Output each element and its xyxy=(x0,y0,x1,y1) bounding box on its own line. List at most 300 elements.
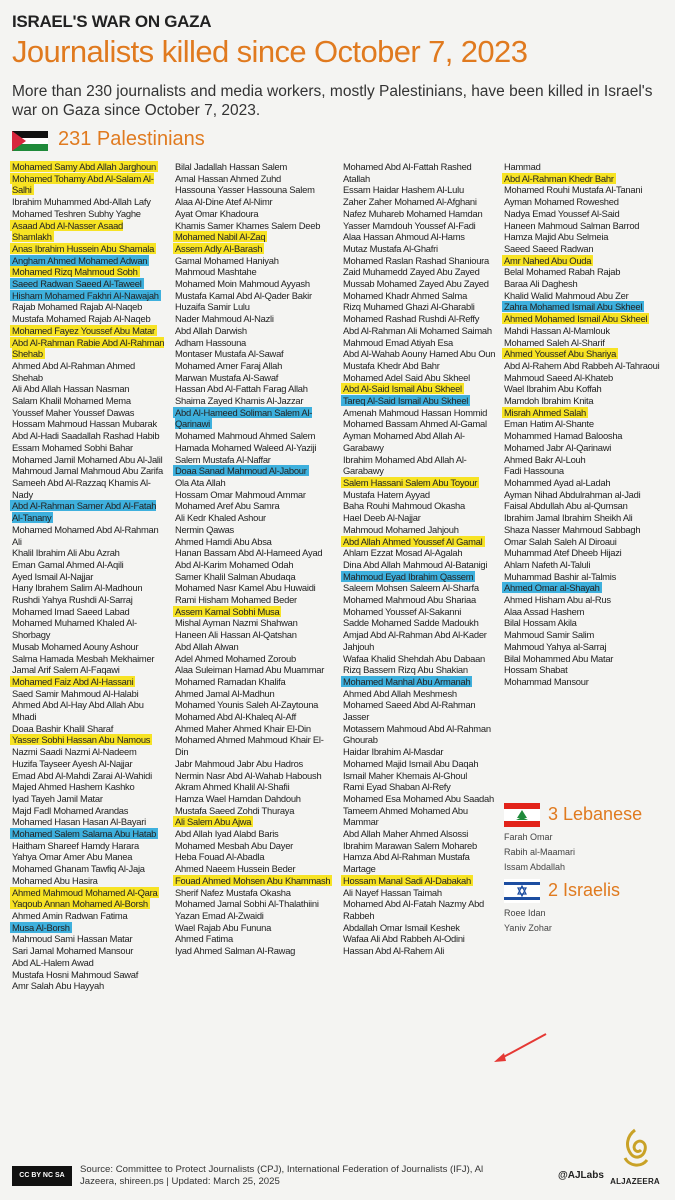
journalist-name-text: Abd AL-Halem Awad xyxy=(12,956,94,968)
journalist-name-text: Bilal Hossam Akila xyxy=(504,617,577,629)
journalist-name xyxy=(175,360,333,372)
journalist-name xyxy=(504,571,664,583)
journalist-name-text: Sari Jamal Mohamed Mansour xyxy=(12,945,134,957)
journalist-name xyxy=(343,512,498,524)
journalist-name xyxy=(504,196,664,208)
journalist-name xyxy=(12,781,167,793)
journalist-name-text: Sherif Nafez Mustafa Okasha xyxy=(175,886,291,898)
journalist-name xyxy=(12,805,167,817)
journalist-name-text: Mahmoud Eyad Ibrahim Qassem xyxy=(343,570,474,582)
journalist-name-text: Ahlam Nafeth Al-Taluli xyxy=(504,558,591,570)
journalist-name xyxy=(12,699,167,722)
journalist-name-text: Mohamed Jamal Sobhi Al-Thalathiini xyxy=(175,898,319,910)
journalist-name xyxy=(175,653,333,665)
journalist-name-text: Emad Abd Al-Mahdi Zarai Al-Wahidi xyxy=(12,769,152,781)
journalist-name-text: Eman Hatim Al-Shante xyxy=(504,418,594,430)
journalist-name xyxy=(175,547,333,559)
journalist-name-text: Mohamed Mesbah Abu Dayer xyxy=(175,839,294,851)
journalist-name-text: Mohamed Aref Abu Samra xyxy=(175,500,280,512)
journalist-name xyxy=(343,360,498,372)
journalist-name-text: Ismail Maher Khemais Al-Ghoul xyxy=(343,769,468,781)
journalist-name-text: Haneen Mahmoud Salman Barrod xyxy=(504,219,640,231)
journalist-name-text: Mahmoud Sami Hassan Matar xyxy=(12,933,133,945)
journalist-name xyxy=(12,243,167,255)
journalist-name xyxy=(343,255,498,267)
journalist-name xyxy=(343,348,498,360)
journalist-name-text: Alaa Suleiman Hamad Abu Muammar xyxy=(175,664,325,676)
journalist-name-text: Wael Ibrahim Abu Koffah xyxy=(504,383,602,395)
journalist-name-text: Salem Hassani Salem Abu Toyour xyxy=(343,476,478,488)
journalist-name xyxy=(504,407,664,419)
journalist-name xyxy=(343,278,498,290)
journalist-name-text: Hamza Majid Abu Selmeia xyxy=(504,231,609,243)
journalist-name-text: Ahmed Amin Radwan Fatima xyxy=(12,910,128,921)
journalist-name xyxy=(343,395,498,407)
journalist-name: Farah Omar xyxy=(504,832,553,842)
journalist-name-text: Baraa Ali Daghesh xyxy=(504,278,578,290)
journalist-name xyxy=(12,758,167,770)
journalist-name xyxy=(175,851,333,863)
journalist-name xyxy=(175,898,333,910)
journalist-name-text: Doaa Sanad Mahmoud Al-Jabour xyxy=(175,465,307,477)
journalist-name xyxy=(175,594,333,606)
journalist-name-text: Mohamed Jamil Mohamed Abu Al-Jalil xyxy=(12,453,163,465)
journalist-name-text: Belal Mohamed Rabah Rajab xyxy=(504,266,621,278)
journalist-name-text: Rizq Muhamed Ghazi Al-Gharabli xyxy=(343,301,475,313)
journalist-name-text: Mohamed Rizq Mahmoud Sobh xyxy=(12,266,138,278)
journalist-name-text: Essam Haidar Hashem Al-Lulu xyxy=(343,184,464,196)
journalist-name xyxy=(504,266,664,278)
journalist-name xyxy=(12,898,167,910)
journalist-name xyxy=(12,465,167,477)
journalist-name-text: Mustafa Khedr Abd Bahr xyxy=(343,359,440,371)
journalist-name-text: Doaa Bashir Khalil Sharaf xyxy=(12,722,114,734)
journalist-name-text: Ayman Nihad Abdulrahman al-Jadi xyxy=(504,488,641,500)
journalist-name xyxy=(175,688,333,700)
journalist-name xyxy=(504,290,664,302)
journalist-name-text: Ahmed Naeem Hussein Beder xyxy=(175,863,296,875)
journalist-name-text: Ahmed Mohamed Ismail Abu Skheel xyxy=(504,313,648,325)
journalist-name-text: Mishal Ayman Nazmi Shahwan xyxy=(175,617,298,629)
journalist-name-text: Abd Al-Said Ismail Abu Skheel xyxy=(343,383,462,395)
journalist-name xyxy=(12,301,167,313)
journalist-name-text: Mahmoud Jamal Mahmoud Abu Zarifa xyxy=(12,465,163,477)
journalist-name xyxy=(343,559,498,571)
journalist-name-text: Ahmed Omar al-Shayah xyxy=(504,582,600,594)
journalist-name-text: Salem Mustafa Al-Naffar xyxy=(175,453,271,465)
journalist-name xyxy=(504,208,664,220)
journalist-name-text: Nadya Emad Youssef Al-Said xyxy=(504,207,620,219)
journalist-name-text: Misrah Ahmed Salah xyxy=(504,406,587,418)
journalist-name xyxy=(504,337,664,349)
journalist-name xyxy=(343,477,498,489)
journalist-name xyxy=(504,418,664,430)
journalist-name xyxy=(12,313,167,325)
journalist-name xyxy=(12,477,167,500)
journalist-name-text: Ahmed Youssef Abu Shariya xyxy=(504,348,617,360)
journalist-name-text: Hassouna Yasser Hassouna Salem xyxy=(175,184,315,196)
journalist-name xyxy=(343,489,498,501)
journalist-name xyxy=(504,313,664,325)
journalist-name-text: Rami Hisham Mohamed Beder xyxy=(175,594,297,606)
journalist-name-text: Mohamed Abu Hasira xyxy=(12,874,98,886)
journalist-name xyxy=(504,653,664,665)
journalist-name xyxy=(12,430,167,442)
journalist-name-text: Hossam Manal Sadi Al-Dabakah xyxy=(343,874,471,886)
journalist-name xyxy=(504,278,664,290)
journalist-name xyxy=(175,348,333,360)
journalist-name-text: Hamza Wael Hamdan Dahdouh xyxy=(175,792,301,804)
journalist-name-text: Yasser Sobhi Hassan Abu Namous xyxy=(12,734,151,746)
journalist-name-text: Ali Salem Abu Ajwa xyxy=(175,816,252,828)
journalist-name-text: Mohamed Moin Mahmoud Ayyash xyxy=(175,278,310,290)
journalist-name xyxy=(175,840,333,852)
journalist-name-text: Mohamed Muhamed Khaled Al-Shorbagy xyxy=(12,617,137,641)
journalist-name-text: Mohamed Esa Mohamed Abu Saadah xyxy=(343,792,494,804)
journalist-name xyxy=(175,313,333,325)
journalist-name xyxy=(12,220,167,243)
journalist-name-text: Muhammad Atef Dheeb Hijazi xyxy=(504,547,622,559)
journalist-name xyxy=(12,770,167,782)
journalist-name xyxy=(175,243,333,255)
journalist-name-text: Mohamed Youssef Al-Sakanni xyxy=(343,605,462,617)
journalist-name xyxy=(175,208,333,220)
journalist-name xyxy=(175,500,333,512)
journalist-name-text: Mohamed Bassam Ahmed Al-Gamal xyxy=(343,418,487,430)
journalist-name xyxy=(175,524,333,536)
journalist-name-text: Mohammed Ayad al-Ladah xyxy=(504,476,611,488)
journalist-name-text: Hany Ibrahem Salim Al-Madhoun xyxy=(12,582,143,594)
lebanese-names xyxy=(504,830,575,875)
journalist-name-text: Mohamed Jabr Al-Qarinawi xyxy=(504,441,612,453)
journalist-name-text: Huzifa Tayseer Ayesh Al-Najjar xyxy=(12,757,133,769)
journalist-name xyxy=(175,734,333,757)
journalist-name-text: Mohamed Saleh Al-Sharif xyxy=(504,336,605,348)
journalist-name xyxy=(175,875,333,887)
journalist-name-text: Khamis Samer Khames Salem Deeb xyxy=(175,219,321,231)
journalist-name xyxy=(504,442,664,454)
journalist-name xyxy=(12,945,167,957)
names-column-4 xyxy=(504,161,664,688)
journalist-name-text: Haidar Ibrahim Al-Masdar xyxy=(343,746,444,758)
journalist-name xyxy=(175,477,333,489)
journalist-name-text: Ayat Omar Khadoura xyxy=(175,207,259,219)
journalist-name xyxy=(175,629,333,641)
journalist-name-text: Wael Rajab Abu Fununa xyxy=(175,921,272,933)
journalist-name-text: Muhammad Bashir al-Talmis xyxy=(504,570,617,582)
journalist-name xyxy=(504,617,664,629)
journalist-name xyxy=(12,746,167,758)
journalist-name xyxy=(175,278,333,290)
palestinians-count-label: 231 Palestinians xyxy=(58,128,205,150)
journalist-name-text: Bilal Mohammed Abu Matar xyxy=(504,652,614,664)
journalist-name-text: Mohamed Fayez Youssef Abu Matar xyxy=(12,324,155,336)
journalist-name-text: Mohamed Adel Said Abu Skheel xyxy=(343,371,470,383)
journalist-name-text: Abd Allah Iyad Alabd Baris xyxy=(175,828,279,840)
journalist-name xyxy=(343,933,498,945)
journalist-name-text: Mohamed Ahmed Mahmoud Khair El-Din xyxy=(175,734,324,758)
journalist-name-text: Samer Khalil Salman Abudaqa xyxy=(175,570,296,582)
journalist-name-text: Amal Hassan Ahmed Zuhd xyxy=(175,172,282,184)
journalist-name xyxy=(343,266,498,278)
journalist-name-text: Mamdoh Ibrahim Knita xyxy=(504,395,594,407)
journalist-name xyxy=(175,161,333,173)
journalist-name-text: Ahmed Hamdi Abu Absa xyxy=(175,535,272,547)
journalist-name xyxy=(504,360,664,372)
journalist-name-text: Hossam Mahmoud Hassan Mubarak xyxy=(12,418,157,430)
journalist-name xyxy=(504,536,664,548)
journalist-name xyxy=(12,793,167,805)
journalist-name xyxy=(343,664,498,676)
journalist-name xyxy=(175,828,333,840)
journalist-name-text: Ali Kedr Khaled Ashour xyxy=(175,512,266,524)
journalist-name xyxy=(175,489,333,501)
journalist-name xyxy=(175,664,333,676)
journalist-name xyxy=(504,348,664,360)
cc-license-badge: CC BY NC SA xyxy=(12,1166,72,1186)
journalist-name xyxy=(12,875,167,887)
journalist-name-text: Haitham Shareef Hamdy Harara xyxy=(12,839,139,851)
journalist-name-text: Shaima Zayed Khamis Al-Jazzar xyxy=(175,395,304,407)
journalist-name xyxy=(343,793,498,805)
journalist-name-text: Alaa Al-Dine Atef Al-Nimr xyxy=(175,196,273,208)
journalist-name-text: Gamal Mohamed Haniyah xyxy=(175,254,279,266)
journalist-name-text: Abd Al-Rahman Rabie Abd Al-Rahman Shehab xyxy=(12,336,165,360)
journalist-name-text: Asaad Abd Al-Nasser Asaad Shamlakh xyxy=(12,219,124,243)
journalist-name-text: Ali Nayef Hassan Taimah xyxy=(343,886,442,898)
journalist-name-text: Yaqoub Annan Mohamed Al-Borsh xyxy=(12,898,148,910)
journalist-name-text: Hassan Abd Al-Rahem Ali xyxy=(343,945,445,957)
journalist-name-text: Iyad Tayeh Jamil Matar xyxy=(12,792,103,804)
journalist-name-text: Ayman Mohamed Abd Allah Al-Garabawy xyxy=(343,430,465,453)
journalist-name-text: Mohamed Rashad Rushdi Al-Reffy xyxy=(343,313,480,325)
journalist-name xyxy=(504,477,664,489)
journalist-name xyxy=(12,278,167,290)
journalist-name xyxy=(175,758,333,770)
journalist-name xyxy=(504,606,664,618)
journalist-name-text: Musab Mohamed Aouny Ashour xyxy=(12,640,139,652)
journalist-name-text: Majed Ahmed Hashem Kashko xyxy=(12,781,135,793)
journalist-name xyxy=(175,711,333,723)
journalist-name: Issam Abdallah xyxy=(504,862,566,872)
journalist-name xyxy=(12,524,167,547)
journalist-name xyxy=(175,196,333,208)
journalist-name xyxy=(504,500,664,512)
journalist-name xyxy=(12,734,167,746)
journalist-name xyxy=(175,571,333,583)
journalist-name-text: Amenah Mahmoud Hassan Hommid xyxy=(343,406,488,418)
journalist-name-text: Yazan Emad Al-Zwaidi xyxy=(175,910,264,921)
journalist-name-text: Ahmed Abd Al-Rahman Ahmed Shehab xyxy=(12,359,135,383)
journalist-name-text: Sameeh Abd Al-Razzaq Khamis Al-Nady xyxy=(12,476,151,500)
journalist-name-text: Faisal Abdullah Abu al-Qumsan xyxy=(504,500,628,512)
journalist-name-text: Ibrahim Mohamed Abd Allah Al-Garabawy xyxy=(343,453,467,477)
journalist-name-text: Mohamed Amer Faraj Allah xyxy=(175,359,283,371)
journalist-name-text: Abd Allah Ahmed Youssef Al Gamal xyxy=(343,535,483,547)
journalist-name xyxy=(12,454,167,466)
aljazeera-logo-text: ALJAZEERA xyxy=(610,1177,660,1186)
journalist-name xyxy=(12,196,167,208)
journalist-name-text: Nermin Nasr Abd Al-Wahab Haboush xyxy=(175,769,322,781)
journalist-name xyxy=(175,933,333,945)
lebanon-flag-icon xyxy=(504,803,540,827)
journalist-name xyxy=(343,746,498,758)
journalist-name xyxy=(504,325,664,337)
journalist-name xyxy=(175,863,333,875)
journalist-name xyxy=(504,489,664,501)
journalist-name-text: Mohamed Salem Salama Abu Hatab xyxy=(12,828,157,840)
journalist-name xyxy=(175,805,333,817)
lebanese-count-label: 3 Lebanese xyxy=(548,804,643,824)
journalist-name xyxy=(504,465,664,477)
journalist-name-text: Ibrahim Marawan Salem Mohareb xyxy=(343,839,477,851)
journalist-name xyxy=(12,582,167,594)
journalist-name xyxy=(175,945,333,957)
journalist-name-text: Eman Gamal Ahmed Al-Aqili xyxy=(12,558,124,570)
journalist-name xyxy=(343,430,498,453)
journalist-name xyxy=(343,313,498,325)
journalist-name-text: Ayed Ismail Al-Najjar xyxy=(12,570,94,582)
journalist-name xyxy=(343,676,498,688)
journalist-name xyxy=(504,664,664,676)
journalist-name xyxy=(343,606,498,618)
journalist-name xyxy=(343,536,498,548)
journalist-name-text: Alaa Hassan Ahmoud Al-Hams xyxy=(343,231,465,243)
journalist-name-text: Marwan Mustafa Al-Sawaf xyxy=(175,371,279,383)
journalist-name xyxy=(12,664,167,676)
journalist-name xyxy=(343,372,498,384)
journalist-name xyxy=(175,383,333,395)
journalist-name xyxy=(175,723,333,735)
journalist-name-text: Mohamed Mohamed Abd Al-Rahman Ali xyxy=(12,523,159,547)
journalist-name-text: Mohamed Manhal Abu Armanah xyxy=(343,675,471,687)
journalist-name-text: Adel Ahmed Mohamed Zoroub xyxy=(175,652,296,664)
journalist-name xyxy=(12,360,167,383)
journalist-name-text: Hamada Mohamed Waleed Al-Yaziji xyxy=(175,441,317,453)
journalist-name-text: Rushdi Yahya Rushdi Al-Sarraj xyxy=(12,594,133,606)
journalist-name xyxy=(12,840,167,852)
journalist-name-text: Motassem Mahmoud Abd Al-Rahman Ghourab xyxy=(343,722,491,746)
journalist-name xyxy=(175,606,333,618)
journalist-name xyxy=(175,816,333,828)
journalist-name-text: Mahmoud Saeed Al-Khateb xyxy=(504,371,613,383)
journalist-name-text: Jamal Arif Salem Al-Faqawi xyxy=(12,664,120,676)
journalist-name xyxy=(504,161,664,173)
journalist-name xyxy=(504,243,664,255)
journalist-name xyxy=(12,290,167,302)
names-column-1 xyxy=(12,161,167,992)
journalist-name-text: Khalid Walid Mahmoud Abu Zer xyxy=(504,289,629,301)
journalist-name xyxy=(175,430,333,442)
journalist-name-text: Essam Mohamed Sobhi Bahar xyxy=(12,441,133,453)
journalist-name xyxy=(343,828,498,840)
journalist-name xyxy=(343,594,498,606)
journalist-name xyxy=(343,582,498,594)
journalist-name-text: Ali Abd Allah Hassan Nasman xyxy=(12,383,130,395)
journalist-name-text: Ayman Mohamed Roweshed xyxy=(504,196,619,208)
journalist-name-text: Assem Kamal Sobhi Musa xyxy=(175,605,280,617)
journalist-name xyxy=(504,430,664,442)
journalist-name xyxy=(175,770,333,782)
palestine-flag-icon xyxy=(12,131,48,151)
journalist-name-text: Abd Al-Hadi Saadallah Rashad Habib xyxy=(12,430,160,442)
journalist-name xyxy=(175,442,333,454)
journalist-name xyxy=(12,851,167,863)
journalist-name-text: Yahya Omar Amer Abu Manea xyxy=(12,851,133,863)
journalist-name-text: Ahmed Abd Al-Hay Abd Allah Abu Mhadi xyxy=(12,699,144,723)
journalist-name xyxy=(12,980,167,992)
journalist-name xyxy=(343,184,498,196)
journalist-name xyxy=(12,173,167,196)
journalist-name xyxy=(12,571,167,583)
journalist-name xyxy=(175,184,333,196)
journalist-name-text: Ahmed Mahmoud Mohamed Al-Qara xyxy=(12,886,158,898)
journalist-name-text: Mustafa Saeed Zohdi Thuraya xyxy=(175,804,295,816)
journalist-name xyxy=(12,606,167,618)
journalist-name xyxy=(504,173,664,185)
journalist-name xyxy=(175,559,333,571)
journalist-name-text: Abd Al-Rahem Abd Rabbeh Al-Tahraoui xyxy=(504,359,660,371)
journalist-name-text: Abd Allah Maher Ahmed Alsossi xyxy=(343,828,469,840)
journalist-name-text: Mustafa Mohamed Rajab Al-Naqeb xyxy=(12,313,151,325)
journalist-name-text: Mohamed Tohamy Abd Al-Salam Al-Salhi xyxy=(12,172,154,196)
journalist-name-text: Alaa Assad Hashem xyxy=(504,605,585,617)
journalist-name: Yaniv Zohar xyxy=(504,923,552,933)
journalist-name xyxy=(343,770,498,782)
journalist-name-text: Adham Hassouna xyxy=(175,336,247,348)
journalist-name-text: Ibrahim Muhammed Abd-Allah Lafy xyxy=(12,196,151,208)
journalist-name xyxy=(504,676,664,688)
journalist-name xyxy=(175,617,333,629)
journalist-name-text: Montaser Mustafa Al-Sawaf xyxy=(175,348,284,360)
journalist-name: Roee Idan xyxy=(504,908,546,918)
journalist-name xyxy=(343,301,498,313)
journalist-name xyxy=(343,887,498,899)
journalist-name xyxy=(12,594,167,606)
journalist-name-text: Tameem Ahmed Mohamed Abu Mammar xyxy=(343,804,468,828)
journalist-name-text: Mohamed Saeed Abd Al-Rahman Jasser xyxy=(343,699,476,723)
journalist-name xyxy=(12,828,167,840)
journalist-name-text: Mohamed Faiz Abd Al-Hassani xyxy=(12,675,134,687)
journalist-name-text: Amr Nahed Abu Ouda xyxy=(504,254,592,266)
journalist-name xyxy=(343,161,498,184)
journalist-name xyxy=(343,922,498,934)
journalist-name xyxy=(12,407,167,419)
journalist-name xyxy=(504,395,664,407)
journalist-name-text: Abd Allah Alwan xyxy=(175,640,239,652)
journalist-name-text: Abd Al-Rahman Ali Mohamed Saimah xyxy=(343,324,492,336)
journalist-name-text: Yasser Mamdouh Youssef Al-Fadi xyxy=(343,219,476,231)
journalist-name-text: Abd Allah Darwish xyxy=(175,324,247,336)
journalist-name xyxy=(12,617,167,640)
journalist-name xyxy=(343,945,498,957)
journalist-name xyxy=(12,933,167,945)
journalist-name xyxy=(175,325,333,337)
journalist-name xyxy=(12,723,167,735)
journalist-name xyxy=(12,910,167,922)
source-note: Source: Committee to Protect Journalists (CPJ), International Federation of Journalists (IFJ), Al Jazeera, shireen.ps | Updated: March 25, 2025 xyxy=(80,1164,484,1187)
journalist-name xyxy=(343,758,498,770)
journalist-name-text: Mustafa Hosni Mahmoud Sawaf xyxy=(12,968,139,980)
journalist-name-text: Ahmed Fatima xyxy=(175,933,233,945)
journalist-name-text: Hanan Bassam Abd Al-Hameed Ayad xyxy=(175,547,323,559)
journalist-name-text: Mohamed Nabil Al-Zaq xyxy=(175,231,266,243)
journalist-name-text: Mohamed Rouhi Mustafa Al-Tanani xyxy=(504,184,643,196)
journalist-name-text: Ahmed Jamal Al-Madhun xyxy=(175,687,275,699)
journalist-name xyxy=(12,442,167,454)
journalist-name-text: Majd Fadl Mohamed Arandas xyxy=(12,804,129,816)
journalist-name xyxy=(175,255,333,267)
